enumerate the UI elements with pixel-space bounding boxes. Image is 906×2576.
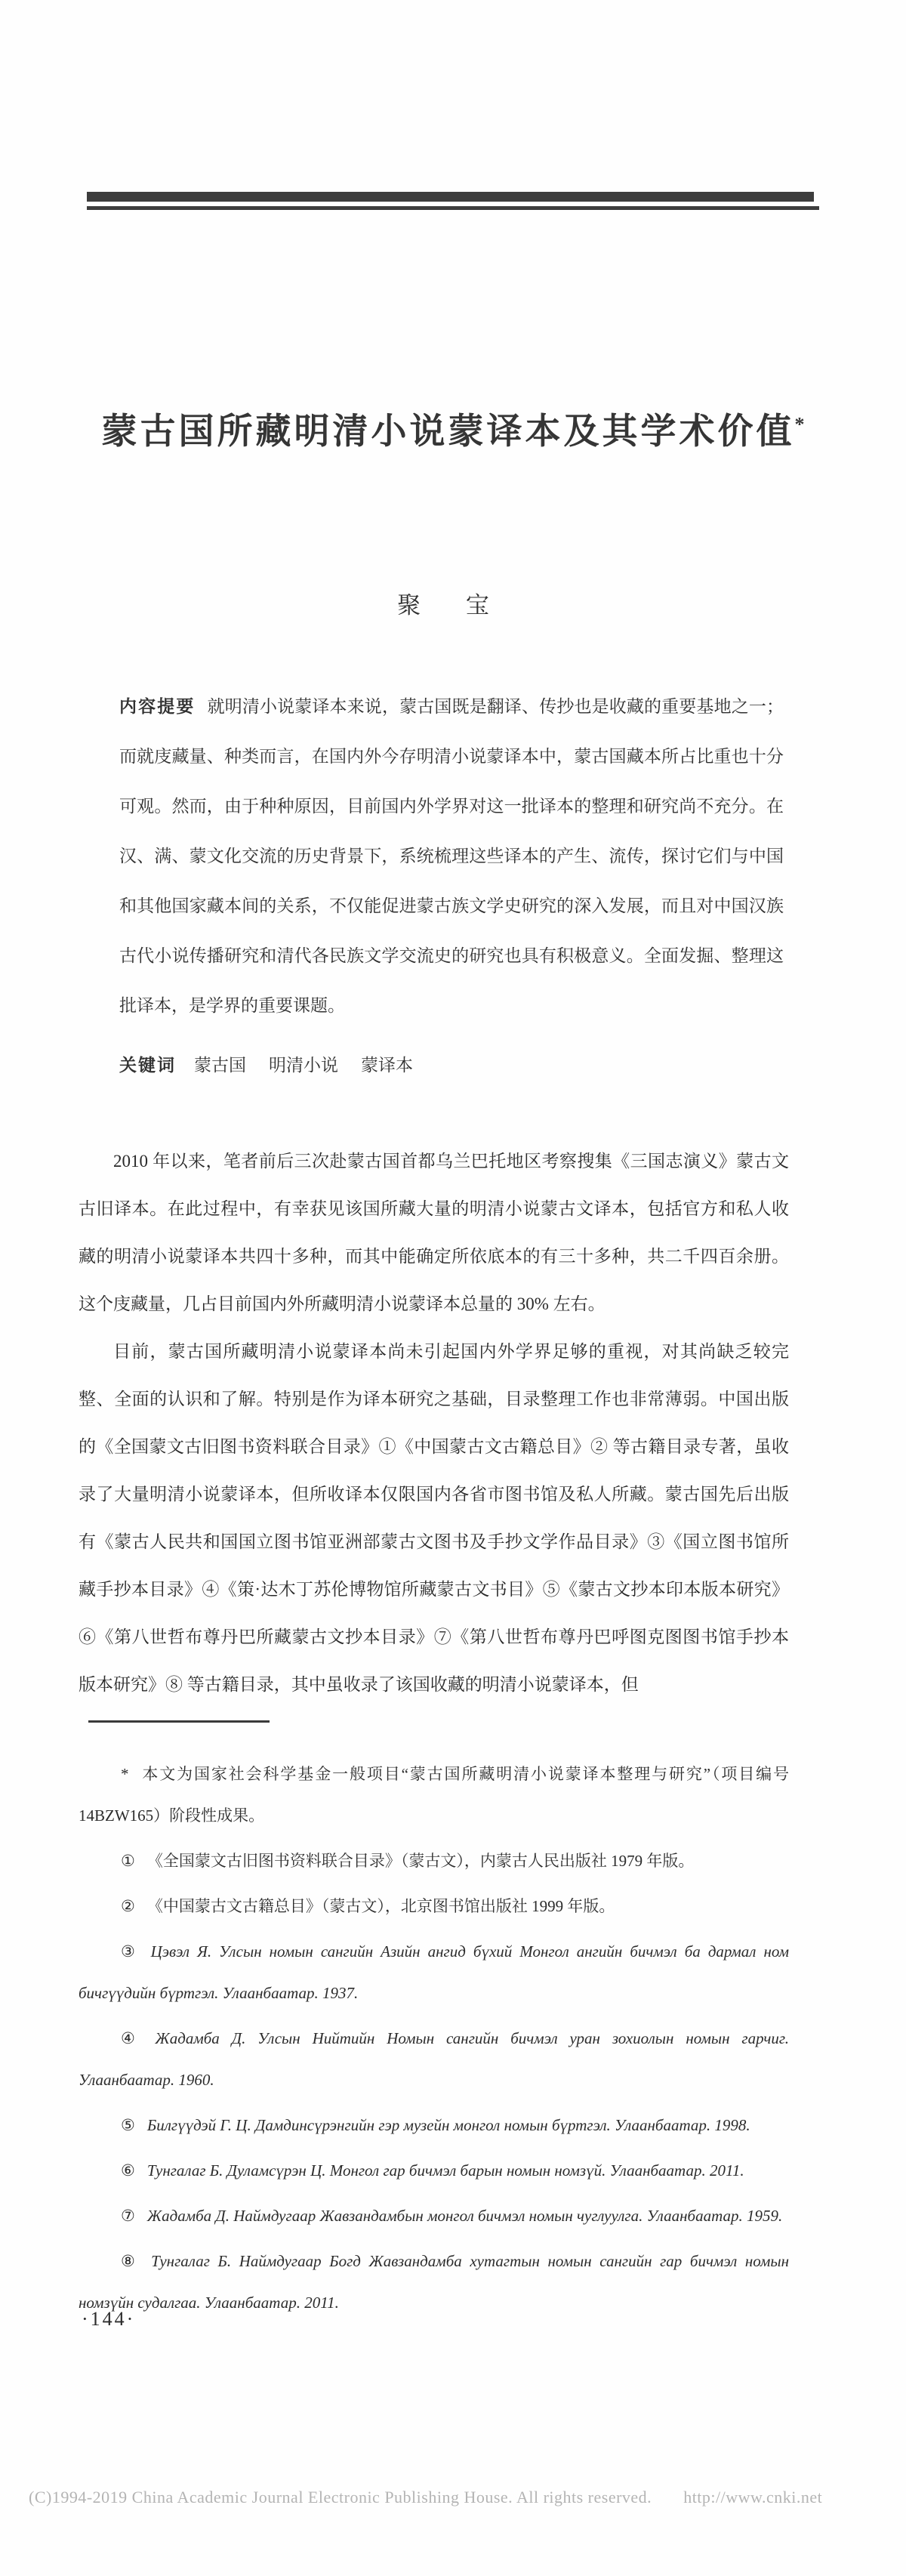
footnote-marker: ⑧: [121, 2252, 140, 2270]
footnote-item: [79, 1840, 789, 1882]
footnote-item: [79, 1886, 789, 1927]
footnote-text: Тунгалаг Б. Дуламсүрэн Ц. Монгол гар бичмэл барын номын номзүй. Улаанбаатар. 2011.: [146, 2161, 744, 2180]
keyword-item: 蒙译本: [361, 1056, 413, 1075]
keyword-item: 明清小说: [269, 1056, 338, 1075]
footnote-item: [79, 1931, 789, 2014]
footnote-item: [79, 2241, 789, 2324]
abstract-block: [119, 682, 784, 1031]
footnote-text: Билгүүдэй Г. Ц. Дамдинсүрэнгийн гэр музейн монгол номын бүртгэл. Улаанбаатар. 1998.: [146, 2116, 750, 2134]
body-text: [79, 1137, 789, 1708]
footnote-item: [79, 2150, 789, 2192]
footnote-marker: ③: [121, 1942, 139, 1961]
footnote-marker: ⑦: [121, 2207, 135, 2225]
footnote-marker: *: [121, 1765, 129, 1783]
footnotes-block: [79, 1754, 789, 2328]
article-title-text: 蒙古国所藏明清小说蒙译本及其学术价值: [101, 412, 795, 452]
footnote-item: [79, 1754, 789, 1837]
footnote-text: 《中国蒙古文古籍总目》（蒙古文），北京图书馆出版社 1999 年版。: [146, 1897, 615, 1915]
keywords-label: 关键词: [119, 1056, 176, 1075]
article-title: [0, 403, 906, 454]
title-footnote-marker: *: [794, 413, 805, 436]
footnote-text: Жадамба Д. Улсын Нийтийн Номын сангийн бичмэл уран зохиолын номын гарчиг. Улаанбаатар. 1960.: [79, 2029, 790, 2089]
footnote-marker: ④: [121, 2029, 143, 2047]
keywords-line: [119, 1051, 784, 1076]
footnote-text: Жадамба Д. Наймдугаар Жавзандамбын монгол бичмэл номын чуглуулга. Улаанбаатар. 1959.: [146, 2207, 783, 2225]
header-rule-thick: [87, 192, 814, 202]
footnote-text: 本文为国家社会科学基金一般项目“蒙古国所藏明清小说蒙译本整理与研究”（项目编号 14BZW165）阶段性成果。: [79, 1765, 789, 1825]
footnote-item: [79, 2018, 789, 2101]
keywords-list: [194, 1056, 436, 1075]
footnote-marker: ⑥: [121, 2161, 135, 2180]
author-name: 聚 宝: [397, 592, 509, 619]
page-number: ·144·: [82, 2308, 136, 2330]
footnote-marker: ⑤: [121, 2116, 135, 2134]
body-paragraph-2: 目前，蒙古国所藏明清小说蒙译本尚未引起国内外学界足够的重视，对其尚缺乏较完整、全面的认识和了解。特别是作为译本研究之基础，目录整理工作也非常薄弱。中国出版的《全国蒙文古旧图书资料联合目录》①《中国蒙古文古籍总目》② 等古籍目录专著，虽收录了大量明清小说蒙译本，但所收译本仅限国内各省市图书馆及私人所藏。蒙古国先后出版有《蒙古人民共和国国立图书馆亚洲部蒙古文图书及手抄文学作品目录》③《国立图书馆所藏手抄本目录》④《策·达木丁苏伦博物馆所藏蒙古文书目》⑤《蒙古文抄本印本版本研究》⑥《第八世哲布尊丹巴所藏蒙古文抄本目录》⑦《第八世哲布尊丹巴呼图克图图书馆手抄本版本研究》⑧ 等古籍目录，其中虽收录了该国收藏的明清小说蒙译本，但: [79, 1342, 789, 1694]
body-paragraph-1: 2010 年以来，笔者前后三次赴蒙古国首都乌兰巴托地区考察搜集《三国志演义》蒙古文古旧译本。在此过程中，有幸获见该国所藏大量的明清小说蒙古文译本，包括官方和私人收藏的明清小说蒙译本共四十多种，而其中能确定所依底本的有三十多种，共二千四百余册。这个庋藏量，几占目前国内外所藏明清小说蒙译本总量的 30% 左右。: [79, 1152, 789, 1313]
footnote-text: Тунгалаг Б. Наймдугаар Богд Жавзандамба хутагтын номын сангийн гар бичмэл номын номзүйн судалгаа. Улаанбаатар. 2011.: [79, 2252, 790, 2312]
keyword-item: 蒙古国: [194, 1056, 246, 1075]
footnote-separator: [88, 1720, 270, 1723]
footnote-text: Цэвэл Я. Улсын номын сангийн Азийн ангид бүхий Монгол ангийн бичмэл ба дармал ном бичгүүдийн бүртгэл. Улаанбаатар. 1937.: [79, 1942, 789, 2002]
footer-url: http://www.cnki.net: [683, 2488, 823, 2507]
footnote-marker: ②: [121, 1897, 135, 1915]
abstract-text: 就明清小说蒙译本来说，蒙古国既是翻译、传抄也是收藏的重要基地之一；而就庋藏量、种类而言，在国内外今存明清小说蒙译本中，蒙古国藏本所占比重也十分可观。然而，由于种种原因，目前国内外学界对这一批译本的整理和研究尚不充分。在汉、满、蒙文化交流的历史背景下，系统梳理这些译本的产生、流传，探讨它们与中国和其他国家藏本间的关系，不仅能促进蒙古族文学史研究的深入发展，而且对中国汉族古代小说传播研究和清代各民族文学交流史的研究也具有积极意义。全面发掘、整理这批译本，是学界的重要课题。: [119, 697, 784, 1015]
copyright-text: (C)1994-2019 China Academic Journal Electronic Publishing House. All rights reserved.: [29, 2488, 652, 2507]
header-rule-thin: [87, 206, 819, 210]
footnote-text: 《全国蒙文古旧图书资料联合目录》（蒙古文），内蒙古人民出版社 1979 年版。: [146, 1852, 695, 1870]
abstract-label: 内容提要: [119, 697, 196, 716]
footnote-item: [79, 2105, 789, 2146]
footnote-marker: ①: [121, 1852, 135, 1870]
footnote-item: [79, 2195, 789, 2237]
copyright-footer: [29, 2488, 897, 2507]
